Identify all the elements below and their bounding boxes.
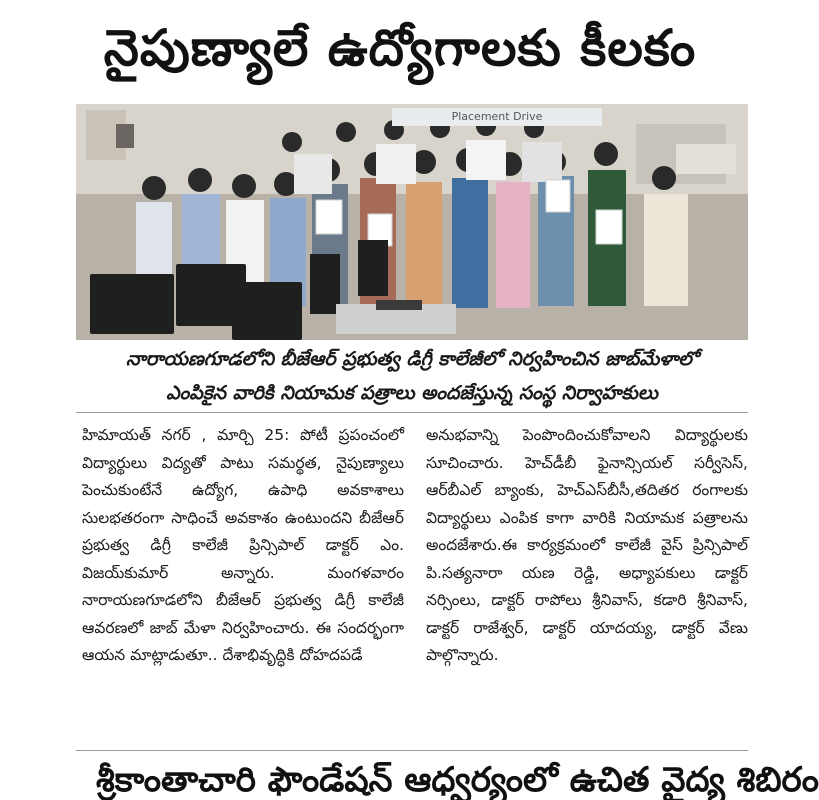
article-paragraph: హిమాయత్ నగర్ , మార్చి 25: పోటీ ప్రపంచంలో విద్యార్థులు విద్యతో పాటు సమర్థత, నైపుణ్యాలు పెంచుకుంటేనే ఉద్యోగ, ఉపాధి అవకాశాలు సులభతరంగా సాధించే అవకాశం ఉంటుందని బీజేఆర్ ప్రభుత్వ డిగ్రీ కాలేజీ ప్రిన్సిపాల్ డాక్టర్ ఎం. విజయ్‌కుమార్ అన్నారు. మంగళవారం నారాయణగూడలోని బీజేఆర్ ప్రభుత్వ డిగ్రీ కాలేజీ ఆవరణలో జాబ్ మేళా నిర్వహించారు. ఈ సందర్భంగా ఆయన మాట్లాడుతూ.. దేశాభివృద్ధికి దోహదపడే [82, 426, 404, 664]
next-article-headline: శ్రీకాంతాచారి ఫౌండేషన్ ఆధ్వర్యంలో ఉచిత వైద్య శిబిరం [96, 760, 819, 800]
article-headline: నైపుణ్యాలే ఉద్యోగాలకు కీలకం [103, 19, 697, 77]
group-photo-illustration [76, 104, 748, 340]
caption-divider [76, 412, 748, 413]
news-photo [76, 104, 748, 340]
article-paragraph: అనుభవాన్ని పెంపొందించుకోవాలని విద్యార్థులకు సూచించారు. హెచ్‌డీబీ ఫైనాన్సియల్ సర్వీసెస్, ఆర్‌బీఎల్ బ్యాంకు, హెచ్ఎస్‌బీసీ,తదితర రంగాలకు విద్యార్థులు ఎంపిక కాగా వారికి నియామక పత్రాలను అందజేశారు.ఈ కార్యక్రమంలో కాలేజీ వైస్ ప్రిన్సిపాల్ పి.సత్యనారా యణ రెడ్డి, అధ్యాపకులు డాక్టర్ నర్సింలు, డాక్టర్ రాపోలు శ్రీనివాస్, కడారి శ్రీనివాస్, డాక్టర్ రాజేశ్వర్, డాక్టర్ యాదయ్య, డాక్టర్ వేణు పాల్గొన్నారు. [426, 426, 748, 664]
article-column-left [82, 422, 404, 670]
photo-caption [76, 342, 748, 410]
caption-line-1: నారాయణగూడలోని బీజేఆర్ ప్రభుత్వ డిగ్రీ కాలేజీలో నిర్వహించిన జాబ్‌మేళాలో [126, 348, 698, 370]
caption-line-2: ఎంపికైన వారికి నియామక పత్రాలు అందజేస్తున్న సంస్థ నిర్వాహకులు [166, 382, 658, 404]
photo-banner-text: Placement Drive [392, 108, 602, 126]
article-column-right [426, 422, 748, 670]
article-end-divider [76, 750, 748, 751]
